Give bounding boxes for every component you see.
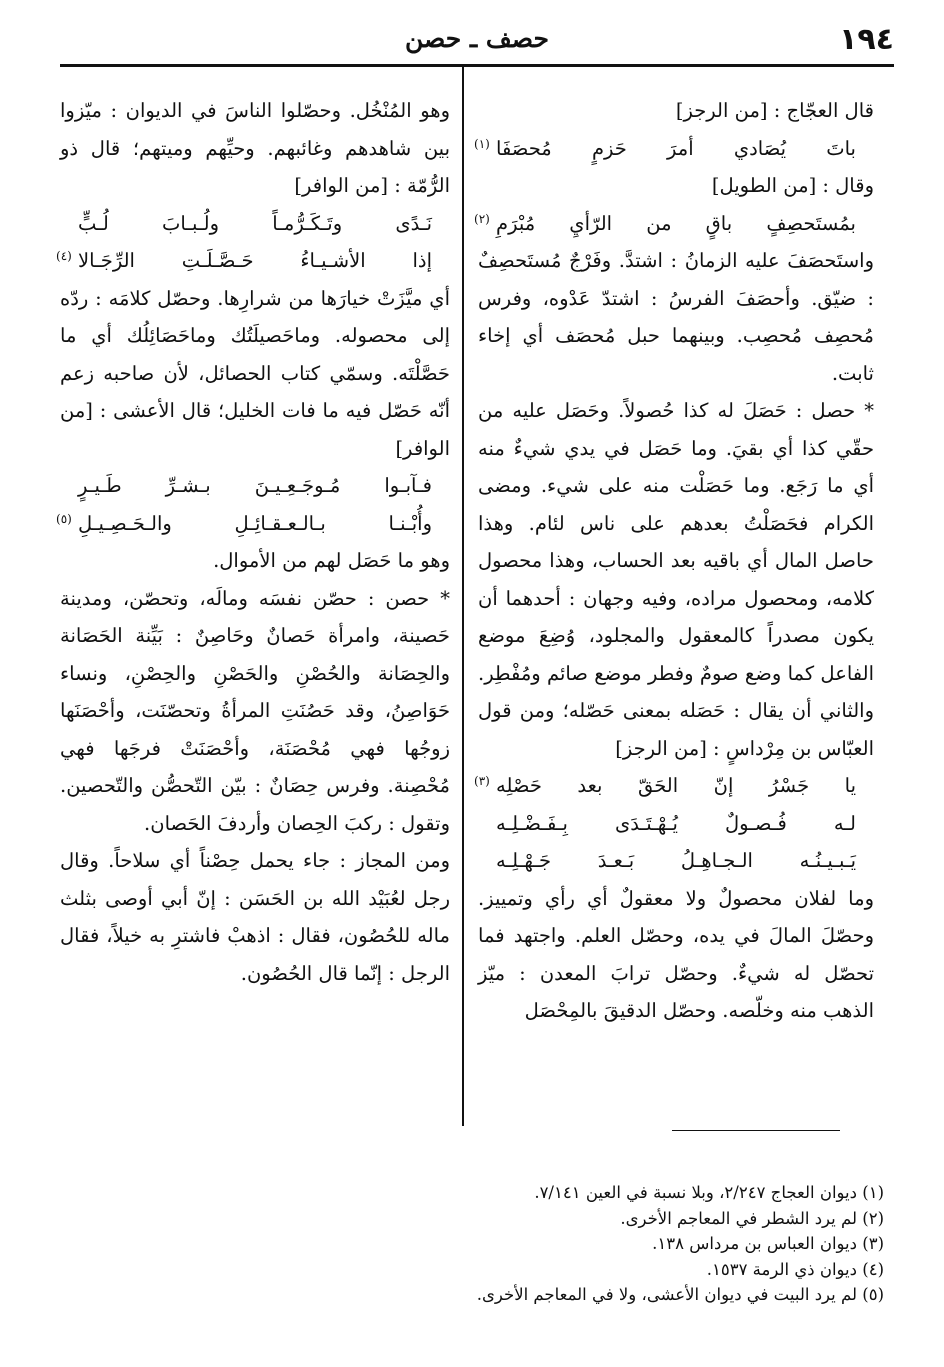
right-verse-line bbox=[478, 805, 874, 843]
left-paragraph: وهو ما حَصَل لهم من الأموال. bbox=[213, 549, 450, 572]
right-verse-text: باتَ يُصَادي أمرَ حَزمٍ مُحصَفَا bbox=[496, 136, 856, 160]
right-verse-line: بمُستَحصِفٍ باقٍ من الرّأيِ مُبْرَمِ (٢) bbox=[478, 205, 874, 243]
left-verse-line: إذا الأشـيـاءُ حَـصَّـلَـتِ الرِّجَـالا (٤) bbox=[60, 242, 450, 280]
footnote-rule bbox=[672, 1130, 840, 1131]
footnote-item: (٤) ديوان ذي الرمة ١٥٣٧. bbox=[706, 1259, 884, 1279]
left-verse-text: إذا الأشـيـاءُ حَـصَّـلَـتِ الرِّجَـالا bbox=[78, 249, 432, 272]
left-verse-line bbox=[60, 205, 450, 243]
left-verse-line bbox=[60, 467, 450, 505]
right-paragraph: وقال : [من الطويل] bbox=[711, 174, 874, 197]
right-verse-line: باتَ يُصَادي أمرَ حَزمٍ مُحصَفَا (١) bbox=[478, 130, 874, 168]
left-paragraph: * حصن : حصّن نفسَه ومالَه، وتحصّن، ومدينة حَصينة، وامرأة حَصانٌ وحَاصِنٌ : بَيِّنة الحَصَانة والحِصَانة والحُصْنِ والحَصْنِ والحِصْنِ، ونساء حَوَاصِنُ، وقد حَصُنَتِ المرأةُ وتحصّنَت، وأحْصَنَها زوجُها فهي مُحْصَنَة، وأحْصَنَتْ فرجَها فهي مُحْصِنة. وفرس حِصَانٌ : بيّن التّحصُّن والتّحصين. وتقول : ركبَ الحِصان وأردفَ الحَصان. bbox=[60, 586, 450, 835]
column-divider bbox=[462, 66, 464, 1126]
right-paragraph: * حصل : حَصَلَ له كذا حُصولاً. وحَصَل عليه من حقّي كذا أي بقيَ. وما حَصَل في يدي شيءٌ منه أي ما رَجَع. وما حَصَلْت منه على شيء. ومضى الكرام فحَصَلْتُ بعدهم على ناس لئام. وهذا حاصل المال أي باقيه بعد الحساب، وهذا محصول كلامه، ومحصول مراده، وفيه وجهان : أحدهما أن يكون مصدراً كالمعقول والمجلود، وُضِعَ موضع الفاعل كما وضع صومٌ وفطر موضع صائم ومُفْطِر. والثاني أن يقال : حَصَله بمعنى حَصّله؛ ومن قول العبّاس بن مِرْداسٍ : [من الرجز] bbox=[478, 399, 874, 760]
right-verse-line: يا جَسْرُ إنّ الحَقّ بعد حَصْلِه (٣) bbox=[478, 767, 874, 805]
right-column bbox=[474, 92, 874, 1030]
right-verse-line bbox=[478, 842, 874, 880]
left-paragraph: ومن المجاز : جاء يحمل حِصْناً أي سلاحاً. وقال رجل لعُبَيْد الله بن الحَسَن : إنّ أبي أوصى بثلث ماله للحُصُون، فقال : اذهبْ فاشترِ به خيلاً، فقال الرجل : إنّما قال الحُصُون. bbox=[60, 849, 450, 985]
right-verse-text: يا جَسْرُ إنّ الحَقّ بعد حَصْلِه bbox=[496, 774, 856, 797]
right-verse-text: لـه فُـصـولٌ يُـهْـتَـدَى بِـفَـضْـلِـه bbox=[496, 811, 856, 835]
footnote-item: (٥) لم يرد البيت في ديوان الأعشى، ولا في المعاجم الأخرى. bbox=[476, 1285, 884, 1304]
right-paragraph: قال العجّاج : [من الرجز] bbox=[675, 99, 874, 122]
footnote-item: (٢) لم يرد الشطر في المعاجم الأخرى. bbox=[620, 1208, 884, 1228]
left-verse-text: وأُبْـنـا بـالـعـقـائِـلِ والـحَـصِـيـلِ bbox=[78, 511, 432, 535]
left-verse-text: نَـدًى وتَـكَـرُّمـاً ولُـبـابَ لُـبٍّ bbox=[78, 211, 432, 235]
footnote-item: (١) ديوان العجاج ٢/٢٤٧، وبلا نسبة في العين ٧/١٤١. bbox=[534, 1183, 884, 1202]
left-verse-line: وأُبْـنـا بـالـعـقـائِـلِ والـحَـصِـيـلِ (٥) bbox=[60, 505, 450, 543]
right-paragraph: واستَحصَفَ عليه الزمانُ : اشتدَّ. وفَرْجٌ مُستَحصِفٌ : ضيّق. وأحصَفَ الفرسُ : اشتدّ عَدْوه، وفرس مُحصِف مُحصِب. وبينهما حبل مُحصَف أي إخاء ثابت. bbox=[478, 249, 874, 385]
left-paragraph: وهو المُنْخُل. وحصّلوا الناسَ في الديوان : ميّزوا بين شاهدهم وغائبهم. وحيِّهم وميتهم؛ قال ذو الرُّمّة : [من الوافر] bbox=[60, 99, 450, 197]
running-title: حصف ـ حصن bbox=[405, 24, 549, 53]
header-rule bbox=[60, 64, 894, 67]
page-number: ١٩٤ bbox=[839, 22, 894, 57]
page-header bbox=[60, 18, 894, 66]
left-verse-text: فـآبـوا مُـوجَـعِـيـنَ بـشـرِّ طَـيـرٍ bbox=[78, 474, 432, 497]
footnote-item: (٣) ديوان العباس بن مرداس ١٣٨. bbox=[652, 1234, 884, 1253]
right-paragraph: وما لفلان محصولٌ ولا معقولٌ أي رأي وتمييز. وحصّلَ المالَ في يده، وحصّل العلم. واجتهد فما تحصّل له شيءٌ. وحصّل ترابَ المعدن : ميّز الذهب منه وخلّصه. وحصّل الدقيقَ بالمِحْصَل bbox=[478, 886, 874, 1022]
left-column bbox=[56, 92, 450, 992]
right-verse-text: بمُستَحصِفٍ باقٍ من الرّأيِ مُبْرَمِ bbox=[496, 211, 856, 235]
right-verse-text: يَـبـيـنُـه الـجـاهِـلُ بَـعـدَ جَـهْـلِـه bbox=[496, 849, 856, 872]
left-paragraph: أي ميَّزَتْ خيارَها من شرارِها. وحصّل كلامَه : ردّه إلى محصوله. وماحَصيلَتُك وماحَصَائِلُك أي ما حَصَّلْتَه. وسمّي كتاب الحصائل، لأن صاحبه زعم أنّه حَصّل فيه ما فات الخليل؛ قال الأعشى : [من الوافر] bbox=[60, 286, 450, 460]
footnotes bbox=[60, 1180, 884, 1308]
